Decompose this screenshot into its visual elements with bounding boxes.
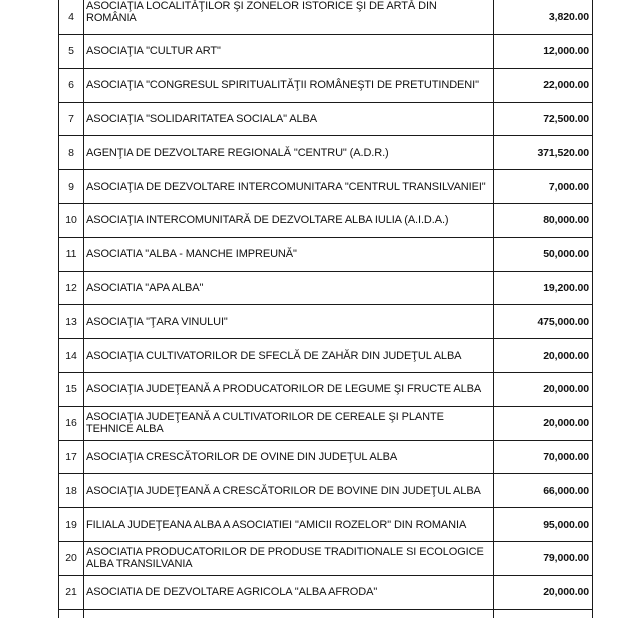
row-number: 15: [59, 373, 84, 406]
amount: 20,000.00: [543, 417, 589, 430]
amount: 20,000.00: [543, 383, 589, 396]
association-name: AGENŢIA DE DEZVOLTARE REGIONALĂ "CENTRU" (A.D.R.): [84, 136, 494, 169]
row-number: 14: [59, 339, 84, 372]
association-name: ASOCIATIA "APA ALBA": [84, 272, 494, 305]
association-name: ASOCIAŢIA "CONGRESUL SPIRITUALITĂŢII ROMÂNEŞTI DE PRETUTINDENI": [84, 69, 494, 102]
row-number: 9: [59, 170, 84, 203]
associations-table: [58, 0, 593, 618]
table-row: [59, 508, 592, 542]
association-name: ASOCIAŢIA "ŢARA VINULUI": [84, 305, 494, 338]
amount: 20,000.00: [543, 349, 589, 362]
row-number: 12: [59, 272, 84, 305]
amount: 7,000.00: [548, 180, 589, 193]
amount: 66,000.00: [543, 484, 589, 497]
table-row: [59, 373, 592, 407]
row-number: 13: [59, 305, 84, 338]
row-number: 20: [59, 542, 84, 575]
amount: 72,500.00: [543, 112, 589, 125]
amount: 95,000.00: [543, 518, 589, 531]
table-row: [59, 238, 592, 272]
row-number: 21: [59, 576, 84, 609]
row-number: 4: [59, 0, 84, 34]
table-row: [59, 136, 592, 170]
row-number: 8: [59, 136, 84, 169]
row-number: 18: [59, 474, 84, 507]
amount: 22,000.00: [543, 79, 589, 92]
table-row: [59, 474, 592, 508]
row-number: 17: [59, 441, 84, 474]
association-name: ASOCIAŢIA JUDEŢEANĂ A CRESCĂTORILOR DE BOVINE DIN JUDEŢUL ALBA: [84, 474, 494, 507]
association-name: ASOCIATIA DE DEZVOLTARE AGRICOLA "ALBA AFRODA": [84, 576, 494, 609]
row-number: 16: [59, 407, 84, 440]
amount: 475,000.00: [537, 315, 589, 328]
amount: 79,000.00: [543, 552, 589, 565]
association-name: ASOCIAŢIA INTERCOMUNITARĂ DE DEZVOLTARE ALBA IULIA (A.I.D.A.): [84, 204, 494, 237]
row-number: 7: [59, 103, 84, 136]
table-row: [59, 441, 592, 475]
table-row: [59, 170, 592, 204]
row-number: 11: [59, 238, 84, 271]
association-name: ASOCIATIA PRODUCATORILOR DE PRODUSE TRADITIONALE SI ECOLOGICE ALBA TRANSILVANIA: [84, 542, 494, 575]
amount: 70,000.00: [543, 450, 589, 463]
table-row: [59, 305, 592, 339]
association-name: ASOCIAŢIA CRESCĂTORILOR DE OVINE DIN JUDEŢUL ALBA: [84, 441, 494, 474]
table-row: [59, 35, 592, 69]
association-name: ASOCIAŢIA LOCALITĂŢILOR ŞI ZONELOR ISTORICE ŞI DE ARTĂ DIN ROMÂNIA: [84, 0, 494, 34]
amount: 12,000.00: [543, 45, 589, 58]
table-row: [59, 272, 592, 306]
table-row: [59, 576, 592, 610]
row-number: 19: [59, 508, 84, 541]
table-row: [59, 103, 592, 137]
table-row: [59, 542, 592, 576]
association-name: ASOCIATIA "ALBA - MANCHE IMPREUNĂ": [84, 238, 494, 271]
association-name: ASOCIAŢIA "SOLIDARITATEA SOCIALA" ALBA: [84, 103, 494, 136]
amount: 3,820.00: [548, 11, 589, 23]
association-name: ASOCIAŢIA "CULTUR ART": [84, 35, 494, 68]
amount: 80,000.00: [543, 214, 589, 227]
association-name: ASOCIAŢIA JUDEŢEANĂ A CULTIVATORILOR DE CEREALE ŞI PLANTE TEHNICE ALBA: [84, 407, 494, 440]
association-name: FILIALA JUDEŢEANA ALBA A ASOCIATIEI "AMICII ROZELOR" DIN ROMANIA: [84, 508, 494, 541]
association-name: ASOCIAŢIA DE DEZVOLTARE INTERCOMUNITARA "CENTRUL TRANSILVANIEI": [84, 170, 494, 203]
amount: 20,000.00: [543, 586, 589, 599]
amount-empty: [494, 610, 592, 618]
association-name: ASOCIAŢIA CULTIVATORILOR DE SFECLĂ DE ZAHĂR DIN JUDEŢUL ALBA: [84, 339, 494, 372]
table-row: [59, 339, 592, 373]
table-row: [59, 204, 592, 238]
row-number: 10: [59, 204, 84, 237]
table-row: [59, 0, 592, 35]
table-row-cut-off: [59, 610, 592, 618]
amount: 50,000.00: [543, 248, 589, 261]
row-number-empty: [59, 610, 84, 618]
amount: 371,520.00: [537, 146, 589, 159]
association-name: ASOCIAŢIA JUDEŢEANĂ A PRODUCATORILOR DE LEGUME ŞI FRUCTE ALBA: [84, 373, 494, 406]
row-number: 5: [59, 35, 84, 68]
association-name-empty: [84, 610, 494, 618]
row-number: 6: [59, 69, 84, 102]
table-row: [59, 407, 592, 441]
table-row: [59, 69, 592, 103]
amount: 19,200.00: [543, 281, 589, 294]
